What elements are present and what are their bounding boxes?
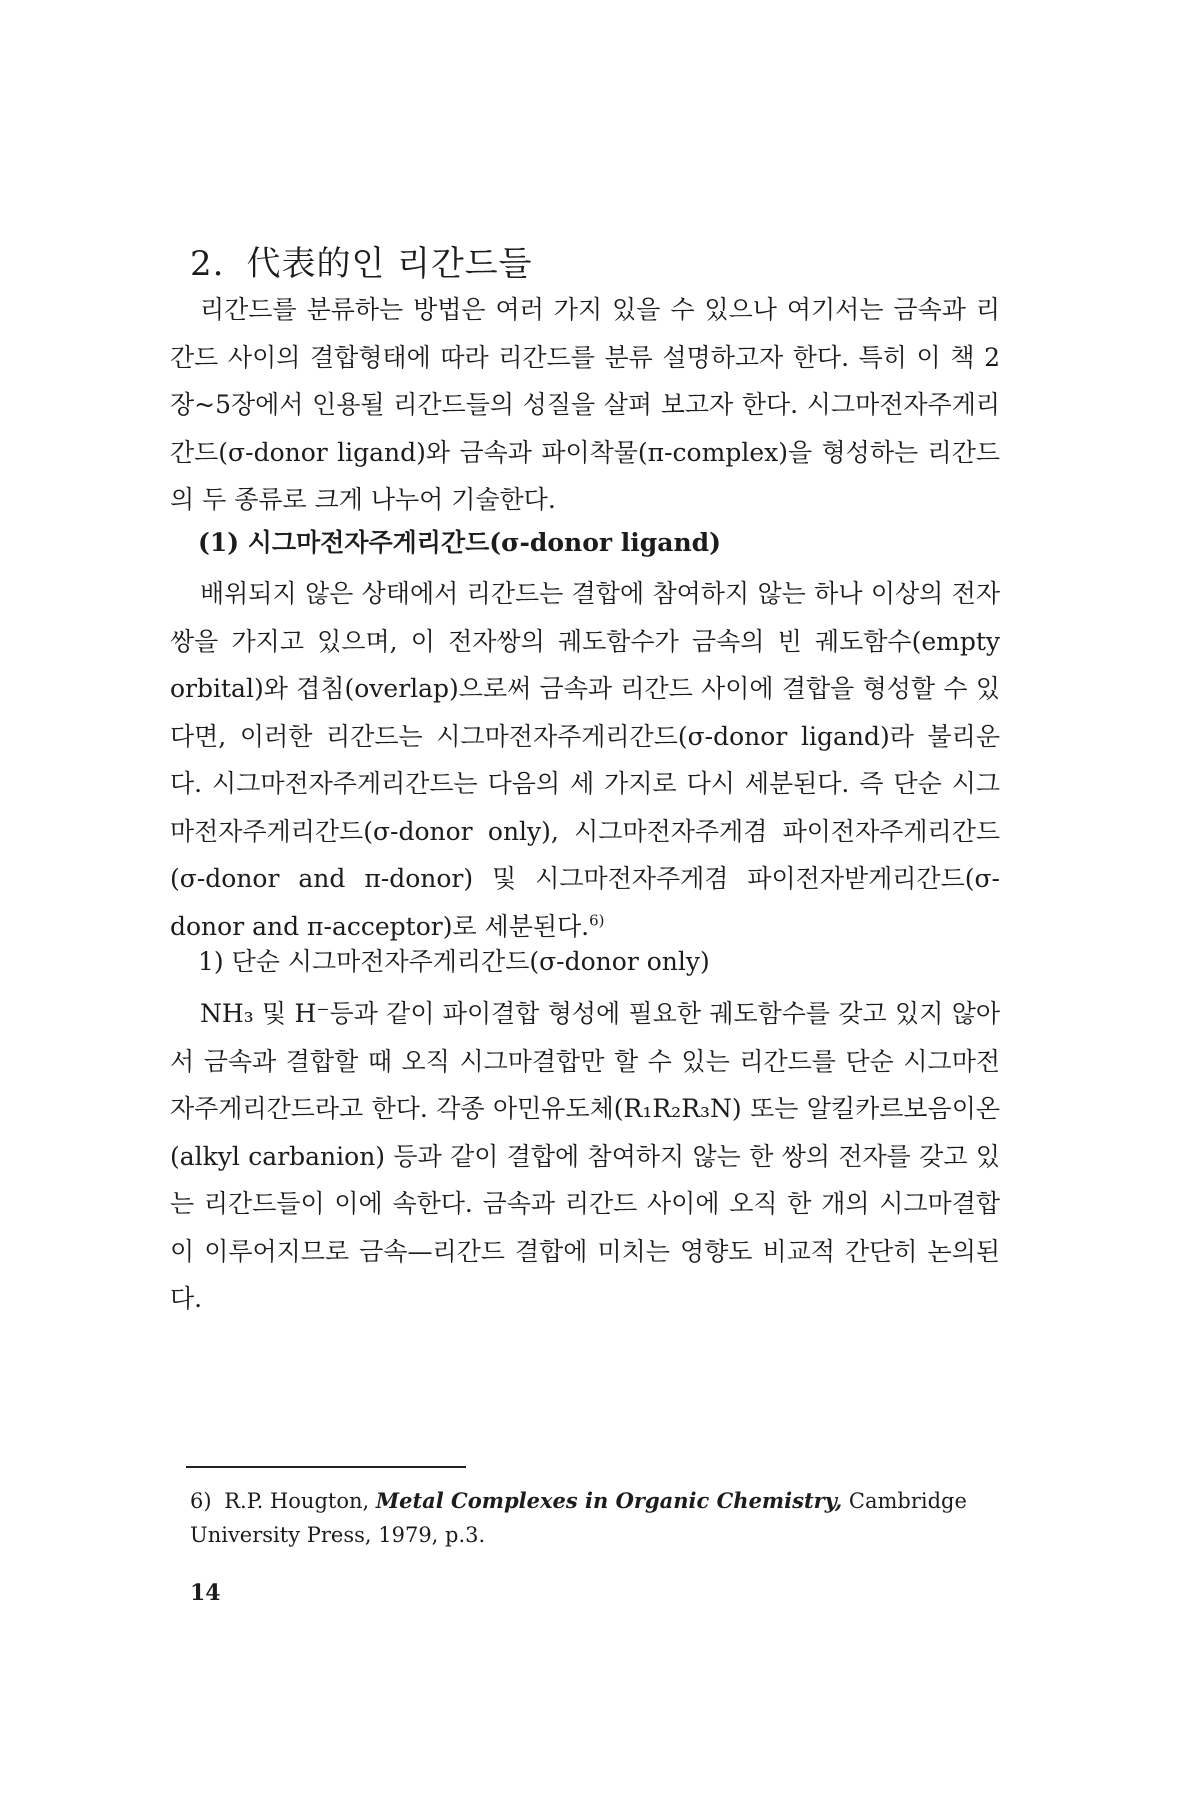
section-title: 代表的인 리간드들: [246, 244, 533, 284]
footnote-book-title: Metal Complexes in Organic Chemistry,: [375, 1488, 843, 1513]
footnote-divider: [186, 1466, 466, 1468]
footnote: [190, 1484, 1002, 1552]
section-heading: [190, 236, 532, 285]
footnote-publisher: Cambridge University Press, 1979, p.3.: [190, 1489, 967, 1547]
footnote-author: R.P. Hougton,: [224, 1489, 370, 1513]
footnote-reference: 6): [589, 911, 605, 930]
footnote-number: 6): [190, 1489, 212, 1513]
sigma-donor-text: 배위되지 않은 상태에서 리간드는 결합에 참여하지 않는 하나 이상의 전자쌍을 가지고 있으며, 이 전자쌍의 궤도함수가 금속의 빈 궤도함수(empty orbital)와 겹침(overlap)으로써 금속과 리간드 사이에 결합을 형성할 수 있다면, 이러한 리간드는 시그마전자주게리간드(σ-donor ligand)라 불리운다. 시그마전자주게리간드는 다음의 세 가지로 다시 세분된다. 즉 단순 시그마전자주게리간드(σ-donor only), 시그마전자주게겸 파이전자주게리간드(σ-donor and π-donor) 및 시그마전자주게겸 파이전자받게리간드(σ-donor and π-acceptor)로 세분된다.: [170, 579, 1000, 941]
page-number: 14: [190, 1580, 221, 1606]
subsection-heading-sigma-donor-only: 1) 단순 시그마전자주게리간드(σ-donor only): [198, 947, 710, 976]
sigma-donor-paragraph: [170, 570, 1000, 950]
intro-paragraph: 리간드를 분류하는 방법은 여러 가지 있을 수 있으나 여기서는 금속과 리간드 사이의 결합형태에 따라 리간드를 분류 설명하고자 한다. 특히 이 책 2장~5장에서 인용될 리간드들의 성질을 살펴 보고자 한다. 시그마전자주게리간드(σ-donor ligand)와 금속과 파이착물(π-complex)을 형성하는 리간드의 두 종류로 크게 나누어 기술한다.: [170, 295, 1000, 514]
section-number: 2.: [190, 244, 225, 284]
subsection-heading-sigma-donor: (1) 시그마전자주게리간드(σ-donor ligand): [198, 528, 721, 557]
sigma-donor-only-paragraph: NH₃ 및 H⁻등과 같이 파이결합 형성에 필요한 궤도함수를 갖고 있지 않아서 금속과 결합할 때 오직 시그마결합만 할 수 있는 리간드를 단순 시그마전자주게리간드라고 한다. 각종 아민유도체(R₁R₂R₃N) 또는 알킬카르보음이온 (alkyl carbanion) 등과 같이 결합에 참여하지 않는 한 쌍의 전자를 갖고 있는 리간드들이 이에 속한다. 금속과 리간드 사이에 오직 한 개의 시그마결합이 이루어지므로 금속—리간드 결합에 미치는 영향도 비교적 간단히 논의된다.: [170, 999, 1000, 1313]
